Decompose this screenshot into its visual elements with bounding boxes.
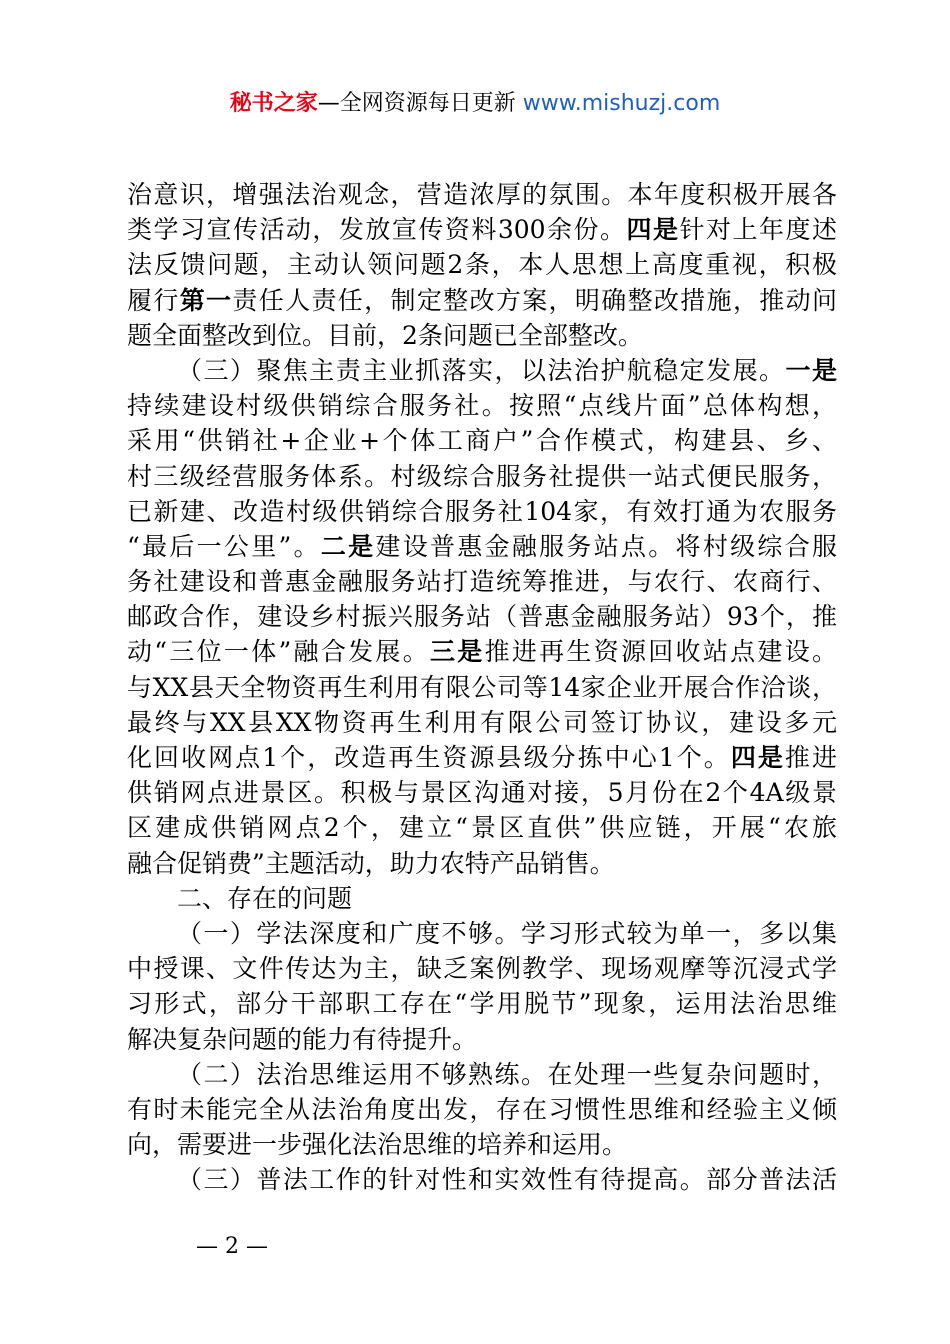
text-line (127, 283, 837, 318)
text-run: （三）普法工作的针对性和实效性有待提高。部分普法活 (177, 1165, 837, 1195)
text-line (127, 1057, 837, 1092)
text-run: 建设普惠金融服务站点。将村级综合服 (375, 531, 837, 561)
text-run: 中授课、文件传达为主，缺乏案例教学、现场观摩等沉浸式学 (127, 954, 837, 984)
text-line (127, 599, 837, 634)
text-run: 与XX县天全物资再生利用有限公司等14家企业开展合作洽谈， (127, 672, 837, 702)
text-run: 履行 (127, 285, 180, 315)
text-line (127, 1127, 837, 1162)
text-run: 化回收网点1个，改造再生资源县级分拣中心1个。 (127, 743, 731, 772)
text-line (127, 775, 837, 810)
text-run: 采用“供销社+企业+个体工商户”合作模式，构建县、乡、 (127, 426, 837, 456)
text-line (127, 705, 837, 740)
text-line (127, 916, 837, 951)
text-line (127, 740, 837, 775)
text-run: 最终与XX县XX物资再生利用有限公司签订协议，建设多元 (127, 707, 837, 737)
brand-name: 秘书之家 (229, 91, 318, 116)
text-line (127, 247, 837, 282)
text-run: 治意识，增强法治观念，营造浓厚的氛围。本年度积极开展各 (127, 180, 837, 209)
text-run: （三）聚焦主责主业抓落实，以法治护航稳定发展。 (177, 355, 786, 385)
text-line (127, 1162, 837, 1197)
text-run: “最后一公里”。 (127, 531, 321, 561)
text-run: 区建成供销网点2个，建立“景区直供”供应链，开展“农旅 (127, 813, 837, 843)
bold-ordinal: 四是 (626, 215, 680, 245)
page-number: — 2 — (196, 1234, 268, 1259)
bold-ordinal: 二是 (320, 531, 376, 561)
bold-ordinal: 四是 (730, 743, 785, 772)
text-line (127, 494, 837, 529)
text-line (127, 1022, 837, 1057)
text-run: 融合促销费”主题活动，助力农特产品销售。 (127, 848, 615, 878)
text-run: 向，需要进一步强化法治思维的培养和运用。 (127, 1130, 628, 1160)
text-line (127, 423, 837, 458)
text-run: 有时未能完全从法治角度出发，存在习惯性思维和经验主义倾 (127, 1094, 837, 1124)
text-line (127, 810, 837, 845)
text-line (127, 459, 837, 494)
text-line (127, 318, 837, 353)
text-line (127, 634, 837, 669)
text-line (127, 1092, 837, 1127)
text-run: 类学习宣传活动，发放宣传资料300余份。 (127, 215, 627, 245)
text-run: （一）学法深度和广度不够。学习形式较为单一，多以集 (177, 918, 837, 948)
text-run: 已新建、改造村级供销综合服务社104家，有效打通为农服务 (127, 496, 837, 526)
text-run: 二、存在的问题 (177, 883, 353, 913)
text-line (127, 212, 837, 247)
text-line (127, 177, 837, 212)
text-run: 解决复杂问题的能力有待提升。 (127, 1024, 478, 1054)
site-url-link[interactable]: www.mishuzj.com (522, 91, 721, 116)
text-line (127, 670, 837, 705)
text-run: 法反馈问题，主动认领问题2条，本人思想上高度重视，积极 (127, 250, 837, 280)
text-run: 推进 (784, 743, 837, 772)
text-run: 村三级经营服务体系。村级综合服务社提供一站式便民服务， (127, 461, 837, 491)
bold-ordinal: 一是 (785, 355, 837, 385)
text-line (127, 353, 837, 388)
text-line (127, 564, 837, 599)
text-run: 持续建设村级供销综合服务社。按照“点线片面”总体构想， (127, 391, 837, 421)
text-run: 务社建设和普惠金融服务站打造统筹推进，与农行、农商行、 (127, 567, 837, 597)
text-line (127, 388, 837, 423)
text-line (127, 529, 837, 564)
text-line (127, 881, 837, 916)
text-run: 题全面整改到位。目前，2条问题已全部整改。 (127, 320, 643, 350)
text-line (127, 986, 837, 1021)
header-tagline: —全网资源每日更新 (317, 91, 523, 116)
bold-ordinal: 第一 (179, 285, 233, 315)
text-run: 供销网点进景区。积极与景区沟通对接，5月份在2个4A级景 (127, 778, 837, 808)
text-run: 邮政合作，建设乡村振兴服务站（普惠金融服务站）93个，推 (127, 602, 837, 632)
text-run: （二）法治思维运用不够熟练。在处理一些复杂问题时， (177, 1059, 837, 1089)
text-line (127, 846, 837, 881)
text-line (127, 951, 837, 986)
document-body (127, 177, 837, 1197)
bold-ordinal: 三是 (429, 637, 485, 667)
site-header (0, 88, 950, 120)
text-run: 责任人责任，制定整改方案，明确整改措施，推动问 (232, 285, 837, 315)
text-run: 推进再生资源回收站点建设。 (484, 637, 837, 667)
text-run: 动“三位一体”融合发展。 (127, 637, 430, 667)
text-run: 针对上年度述 (679, 215, 837, 245)
text-run: 习形式，部分干部职工存在“学用脱节”现象，运用法治思维 (127, 989, 837, 1019)
